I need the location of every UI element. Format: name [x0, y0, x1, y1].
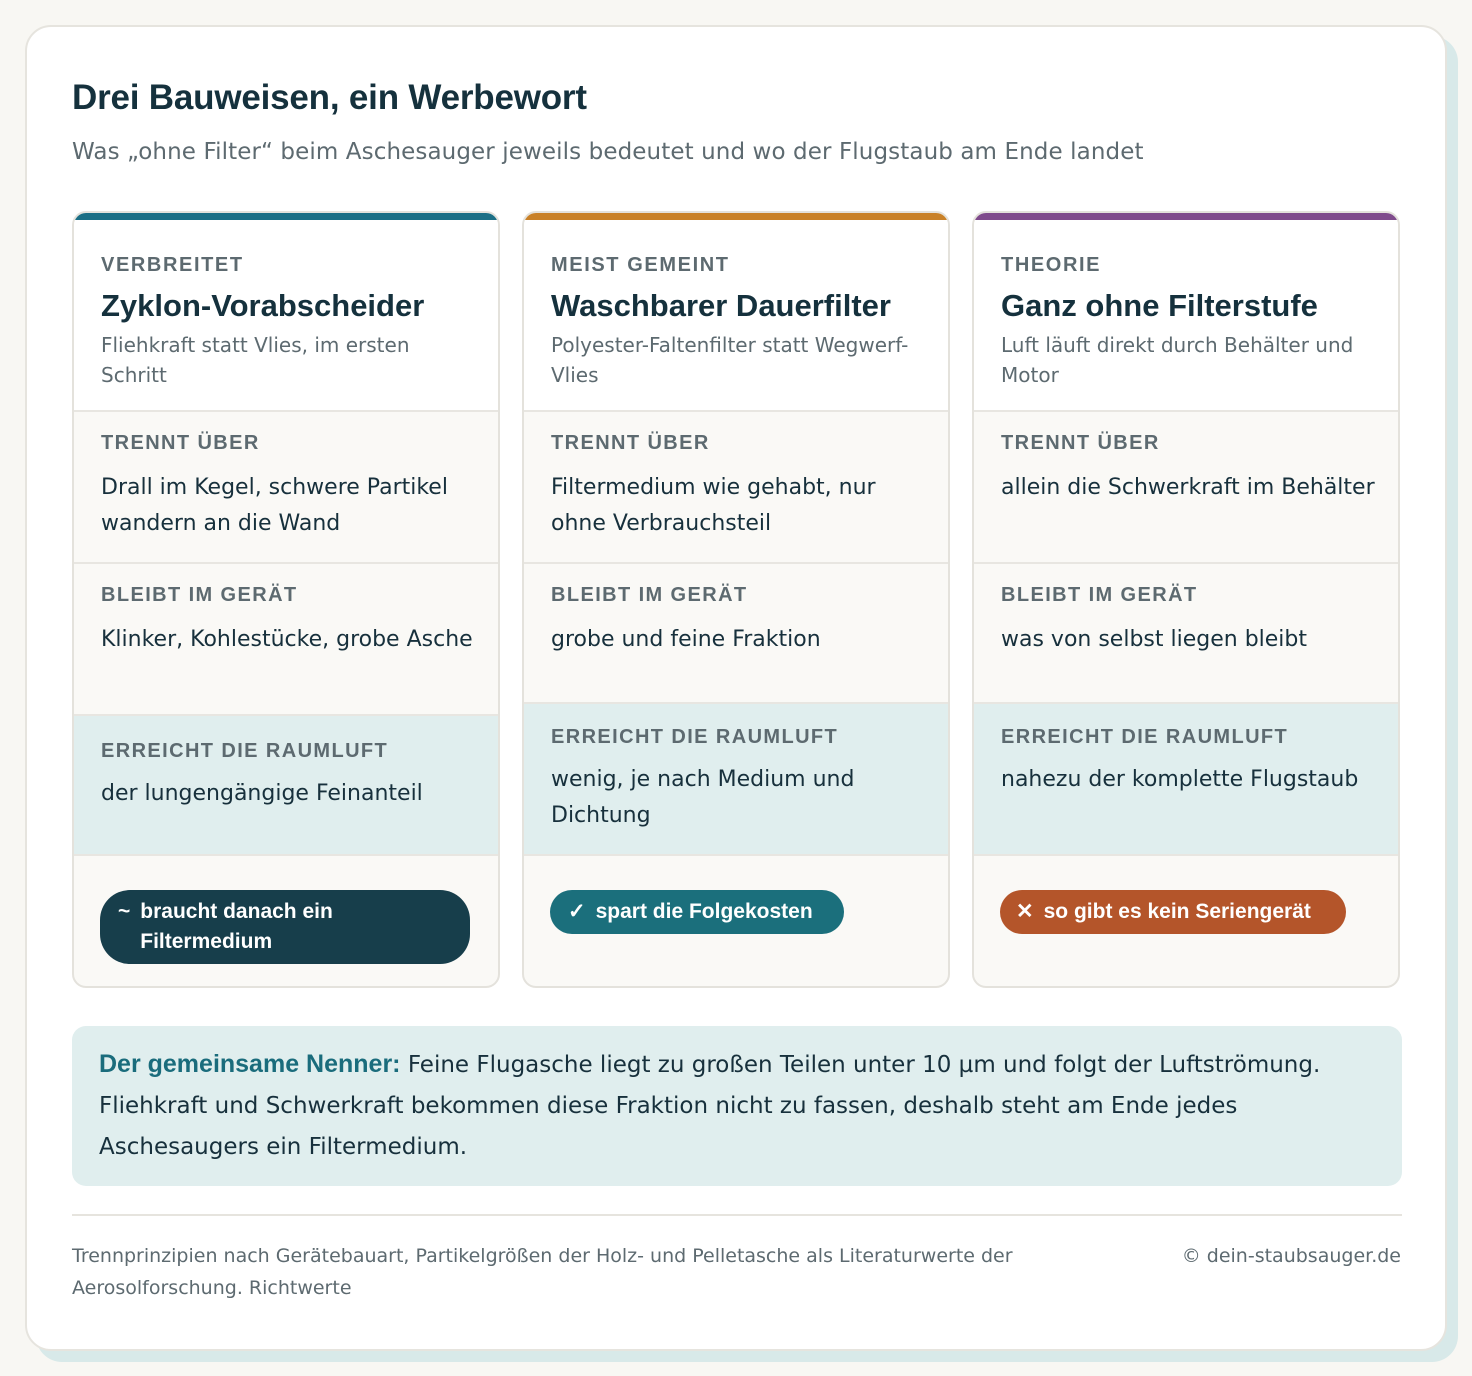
- section-label: TRENNT ÜBER: [101, 432, 260, 454]
- section-value: Klinker, Kohlestücke, grobe Asche: [101, 627, 473, 652]
- column-name: Zyklon-Vorabscheider: [101, 288, 425, 323]
- section-label: BLEIBT IM GERÄT: [101, 584, 298, 606]
- verdict-badge: [100, 890, 470, 964]
- verdict-label: spart die Folgekosten: [595, 900, 813, 923]
- column-accent-bar: [972, 211, 1400, 220]
- section-air: [974, 702, 1398, 854]
- section-label: BLEIBT IM GERÄT: [551, 584, 748, 606]
- verdict-label: so gibt es kein Seriengerät: [1043, 900, 1311, 923]
- section-value: allein die Schwerkraft im Behälter: [1001, 475, 1375, 500]
- section-value: nahezu der komplette Flugstaub: [1001, 767, 1359, 792]
- column-name: Waschbarer Dauerfilter: [551, 288, 891, 323]
- section-separates: [74, 410, 498, 562]
- section-label: ERREICHT DIE RAUMLUFT: [1001, 726, 1289, 748]
- column-accent-bar: [72, 211, 500, 220]
- section-label: ERREICHT DIE RAUMLUFT: [551, 726, 839, 748]
- section-verdict: [974, 854, 1398, 988]
- copyright-credit: © dein-staubsauger.de: [1181, 1245, 1401, 1267]
- verdict-badge: [1000, 890, 1346, 934]
- section-separates: [524, 410, 948, 562]
- section-stays: [974, 562, 1398, 702]
- column-description: Polyester-Faltenfilter statt Wegwerf-Vlies: [551, 333, 909, 387]
- section-value: was von selbst liegen bleibt: [1001, 627, 1308, 652]
- footer-divider: [72, 1214, 1402, 1216]
- section-value: Drall im Kegel, schwere Partikel wandern an die Wand: [101, 475, 448, 536]
- section-value: wenig, je nach Medium und Dichtung: [551, 767, 855, 828]
- page-subtitle: Was „ohne Filter“ beim Aschesauger jeweils bedeutet und wo der Flugstaub am Ende landet: [72, 139, 1144, 165]
- section-label: TRENNT ÜBER: [551, 432, 710, 454]
- column-name: Ganz ohne Filterstufe: [1001, 288, 1318, 323]
- summary-note-heading: Der gemeinsame Nenner:: [99, 1050, 401, 1078]
- section-value: der lungengängige Feinanteil: [101, 781, 423, 806]
- column-kicker: MEIST GEMEINT: [551, 254, 730, 276]
- section-verdict: [524, 854, 948, 988]
- column-header: [524, 220, 948, 410]
- section-stays: [74, 562, 498, 714]
- section-air: [524, 702, 948, 854]
- section-label: TRENNT ÜBER: [1001, 432, 1160, 454]
- section-separates: [974, 410, 1398, 562]
- section-label: ERREICHT DIE RAUMLUFT: [101, 740, 389, 762]
- source-note: Trennprinzipien nach Gerätebauart, Partikelgrößen der Holz- und Pelletasche als Literaturwerte der Aerosolforschung. Richtwerte: [72, 1245, 1013, 1299]
- column-kicker: VERBREITET: [101, 254, 244, 276]
- column-header: [74, 220, 498, 410]
- section-value: grobe und feine Fraktion: [551, 627, 821, 652]
- column-no-filter: [972, 211, 1400, 988]
- check-icon: ✓: [568, 900, 586, 923]
- column-kicker: THEORIE: [1001, 254, 1102, 276]
- column-cyclone: [72, 211, 500, 988]
- verdict-label: braucht danach ein Filtermedium: [140, 900, 333, 953]
- cross-icon: ✕: [1016, 900, 1034, 923]
- column-description: Luft läuft direkt durch Behälter und Motor: [1001, 333, 1354, 387]
- page-title: Drei Bauweisen, ein Werbewort: [72, 78, 587, 117]
- summary-note-text: Feine Flugasche liegt zu großen Teilen unter 10 µm und folgt der Luftströmung. Fliehkraft und Schwerkraft bekommen diese Fraktion nicht zu fassen, deshalb steht am Ende jedes Aschesaugers ein Filtermedium.: [99, 1052, 1321, 1160]
- column-permanent-filter: [522, 211, 950, 988]
- section-air: [74, 714, 498, 854]
- section-value: Filtermedium wie gehabt, nur ohne Verbrauchsteil: [551, 475, 876, 536]
- section-stays: [524, 562, 948, 702]
- section-label: BLEIBT IM GERÄT: [1001, 584, 1198, 606]
- verdict-badge: [550, 890, 844, 934]
- tilde-icon: ~: [118, 900, 131, 923]
- summary-note: [72, 1026, 1402, 1186]
- section-verdict: [74, 854, 498, 988]
- column-header: [974, 220, 1398, 410]
- column-accent-bar: [522, 211, 950, 220]
- column-description: Fliehkraft statt Vlies, im ersten Schritt: [101, 333, 410, 387]
